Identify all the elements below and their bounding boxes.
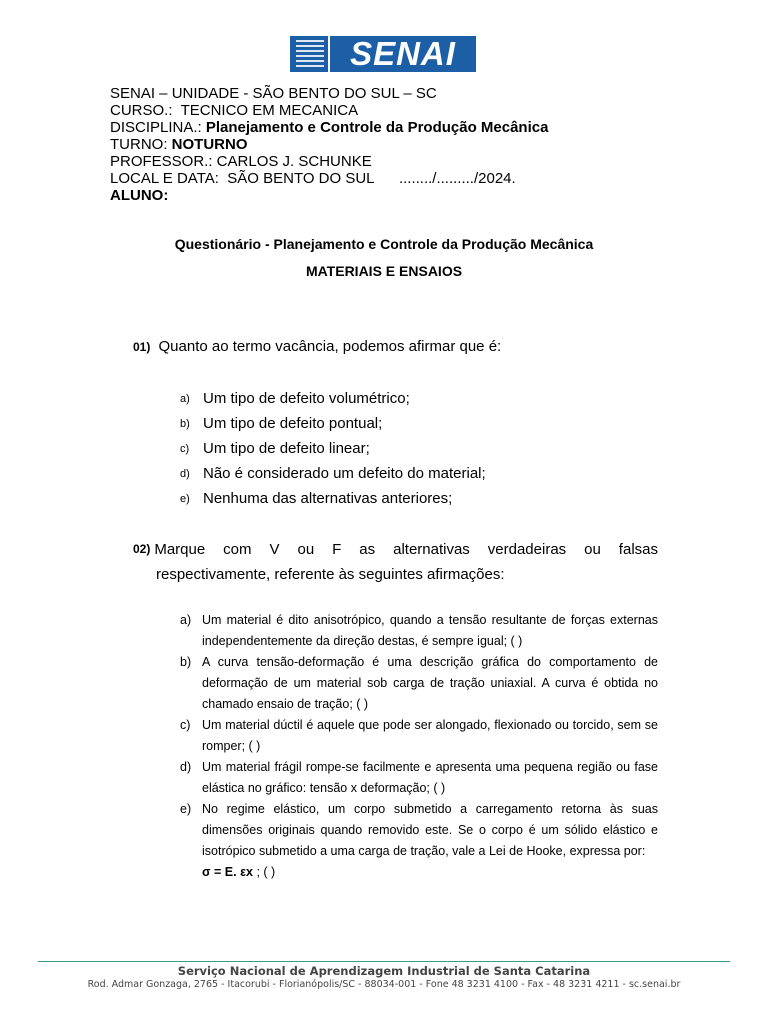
hooke-formula: σ = E. εx xyxy=(202,865,253,879)
question-1-options xyxy=(180,386,486,511)
header-student: ALUNO: xyxy=(110,187,169,204)
page-title: Questionário - Planejamento e Controle da Produção Mecânica xyxy=(174,236,594,252)
logo-text: SENAI xyxy=(350,35,456,72)
statement-item: d) Um material frágil rompe-se facilmente e apresenta uma pequena região ou fase elástica no gráfico: tensão x deformação; ( ) xyxy=(180,760,658,795)
option-item: e) Nenhuma das alternativas anteriores; xyxy=(180,490,453,507)
question-2 xyxy=(133,537,658,587)
document-header xyxy=(110,85,548,204)
option-item: c) Um tipo de defeito linear; xyxy=(180,440,370,457)
header-shift: TURNO: NOTURNO xyxy=(110,136,248,153)
logo-lines-icon xyxy=(290,36,330,72)
header-place-date: LOCAL E DATA: SÃO BENTO DO SUL ......../........./2024. xyxy=(110,170,516,187)
question-number: 02) xyxy=(133,542,151,556)
question-2-options xyxy=(180,610,658,883)
header-discipline: DISCIPLINA.: Planejamento e Controle da Produção Mecânica xyxy=(110,119,549,136)
formula-line: σ = E. εx ; ( ) xyxy=(202,865,276,879)
footer-address: Rod. Admar Gonzaga, 2765 - Itacorubi - Florianópolis/SC - 88034-001 - Fone 48 3231 4100 - Fax - 48 3231 4211 - sc.senai.br xyxy=(87,979,681,990)
header-unit: SENAI – UNIDADE - SÃO BENTO DO SUL – SC xyxy=(110,85,437,102)
question-1 xyxy=(133,338,501,355)
page-subtitle: MATERIAIS E ENSAIOS xyxy=(305,263,463,279)
footer-divider xyxy=(38,961,730,962)
header-teacher: PROFESSOR.: CARLOS J. SCHUNKE xyxy=(110,153,372,170)
option-item: b) Um tipo de defeito pontual; xyxy=(180,415,383,432)
question-text: Marque com V ou F as alternativas verdadeiras ou falsas xyxy=(154,541,658,558)
senai-logo xyxy=(290,36,476,72)
footer-institution: Serviço Nacional de Aprendizagem Industrial de Santa Catarina xyxy=(177,964,591,978)
header-course: CURSO.: TECNICO EM MECANICA xyxy=(110,102,359,119)
option-item: a) Um tipo de defeito volumétrico; xyxy=(180,390,410,407)
statement-item: a) Um material é dito anisotrópico, quando a tensão resultante de forças externas independentemente da direção destas, é sempre igual; ( ) xyxy=(180,613,658,648)
statement-item: e) No regime elástico, um corpo submetido a carregamento retorna às suas dimensões originais quando removido este. Se o corpo é um sólido elástico e isotrópico submetido a uma carga de tração, vale a Lei de Hooke, expressa por: xyxy=(180,802,658,858)
statement-item: b) A curva tensão-deformação é uma descrição gráfica do comportamento de deformação de um material sob carga de tração uniaxial. A curva é obtida no chamado ensaio de tração; ( ) xyxy=(180,655,658,711)
question-number: 01) xyxy=(133,340,151,354)
statement-item: c) Um material dúctil é aquele que pode ser alongado, flexionado ou torcido, sem se romper; ( ) xyxy=(180,718,658,753)
option-item: d) Não é considerado um defeito do material; xyxy=(180,465,486,482)
question-text: Quanto ao termo vacância, podemos afirmar que é: xyxy=(158,338,502,355)
question-text-continued: respectivamente, referente às seguintes afirmações: xyxy=(156,566,505,583)
